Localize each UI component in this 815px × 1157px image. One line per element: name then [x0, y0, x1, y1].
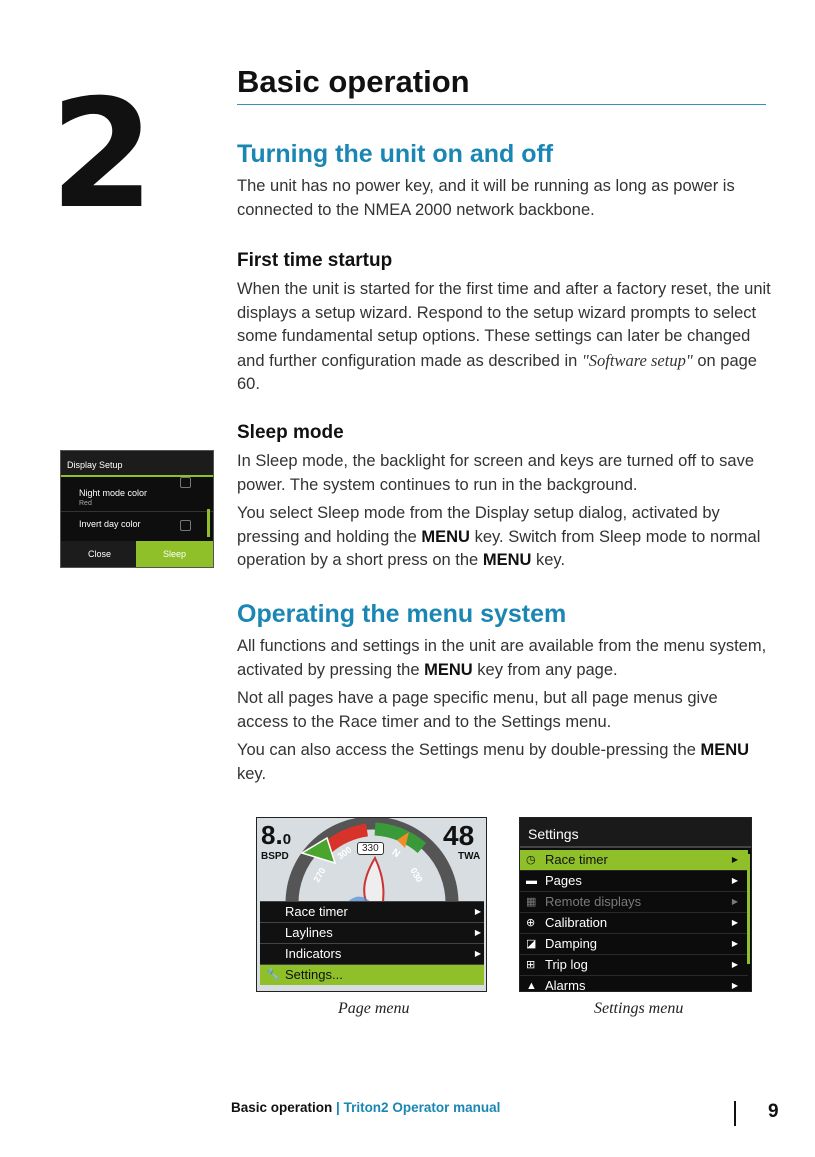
chevron-right-icon: ▶: [474, 928, 481, 937]
dial-label-270: 270: [311, 865, 328, 885]
chapter-title: Basic operation: [237, 64, 470, 99]
chevron-right-icon: ▶: [731, 981, 738, 990]
chevron-right-icon: ▶: [474, 907, 481, 916]
settings-item-alarms[interactable]: ▲ Alarms ▶: [520, 976, 748, 992]
scrollbar[interactable]: [207, 509, 210, 537]
hidden-checkbox[interactable]: [180, 477, 191, 488]
footer-manual: Triton2 Operator manual: [343, 1100, 501, 1115]
heading-box: 330: [357, 842, 384, 855]
twa-label: TWA: [458, 851, 481, 862]
bspd-decimal: 0: [282, 831, 292, 848]
display-setup-titlebar: [61, 451, 213, 477]
chevron-right-icon: ▶: [731, 939, 738, 948]
twa-value: 48: [443, 820, 475, 851]
page-menu-screenshot: [256, 817, 487, 992]
menu-item-race-timer[interactable]: Race timer ▶: [260, 901, 484, 922]
page-footer: [231, 1100, 500, 1115]
close-button[interactable]: Close: [61, 541, 138, 567]
menu-p1: All functions and settings in the unit are available from the menu system, activated by pressing the MENU key from any page.: [237, 637, 767, 679]
wrench-icon: 🔧: [266, 969, 280, 981]
heading-turning-on-off: Turning the unit on and off: [237, 140, 554, 168]
invert-day-color-checkbox[interactable]: [180, 520, 191, 531]
settings-item-damping[interactable]: ◪ Damping ▶: [520, 934, 748, 955]
timer-icon: ◷: [526, 854, 536, 866]
settings-item-pages[interactable]: ▬ Pages ▶: [520, 871, 748, 892]
heading-first-startup: First time startup: [237, 250, 393, 271]
title-rule: [237, 104, 766, 105]
page-menu-list: [260, 901, 484, 985]
menu-item-laylines[interactable]: Laylines ▶: [260, 922, 484, 943]
sleep-p1: In Sleep mode, the backlight for screen and keys are turned off to save power. The system continues to run in the background.: [237, 452, 755, 494]
page-menu-caption: Page menu: [338, 1000, 410, 1017]
heading-sleep-mode: Sleep mode: [237, 422, 344, 443]
sleep-button[interactable]: Sleep: [136, 541, 213, 567]
footer-separator: |: [332, 1100, 344, 1115]
damping-icon: ◪: [526, 938, 537, 950]
footer-section: Basic operation: [231, 1100, 333, 1115]
menu-p2: Not all pages have a page specific menu, but all page menus give access to the Race timer and to the Settings menu.: [237, 689, 718, 731]
chapter-number: 2: [50, 68, 149, 242]
night-mode-color-value: Red: [79, 500, 92, 507]
settings-menu-caption: Settings menu: [594, 1000, 684, 1017]
chevron-right-icon: ▶: [731, 855, 738, 864]
first-startup-body: When the unit is started for the first time and after a factory reset, the unit displays a setup wizard. Respond to the setup wizard prompts to select some fundamental setup options. These settings can later be changed and further configuration made as described in "Software setup" on page 60.: [237, 280, 771, 393]
settings-item-remote-displays[interactable]: ▦ Remote displays ▶: [520, 892, 748, 913]
dial-label-030: 030: [408, 865, 425, 885]
software-setup-link[interactable]: "Software setup": [581, 350, 693, 370]
page-number: 9: [768, 1101, 779, 1122]
settings-item-race-timer[interactable]: ◷ Race timer ▶: [520, 850, 748, 871]
pages-icon: ▬: [526, 875, 537, 887]
trip-log-icon: ⊞: [526, 959, 536, 971]
sleep-p2: You select Sleep mode from the Display setup dialog, activated by pressing and holding the MENU key. Switch from Sleep mode to normal operation by a short press on the MENU key.: [237, 504, 761, 569]
night-mode-color-label[interactable]: Night mode color: [79, 488, 148, 498]
turning-body: The unit has no power key, and it will be running as long as power is connected to the NMEA 2000 network backbone.: [237, 177, 735, 219]
settings-title: Settings: [520, 818, 751, 848]
chevron-right-icon: ▶: [731, 918, 738, 927]
heading-menu-system: Operating the menu system: [237, 600, 567, 628]
menu-item-settings[interactable]: 🔧 Settings...: [260, 964, 484, 985]
settings-item-calibration[interactable]: ⊕ Calibration ▶: [520, 913, 748, 934]
chevron-right-icon: ▶: [731, 960, 738, 969]
bspd-value: 8.: [261, 820, 283, 850]
dial-label-300: 300: [335, 844, 354, 862]
settings-menu-screenshot: [519, 817, 752, 992]
chevron-right-icon: ▶: [474, 949, 481, 958]
menu-p3: You can also access the Settings menu by double-pressing the MENU key.: [237, 741, 750, 783]
chevron-right-icon: ▶: [731, 876, 738, 885]
display-setup-screenshot: [60, 450, 214, 568]
alarm-bell-icon: ▲: [526, 980, 537, 992]
chevron-right-icon: ▶: [731, 897, 738, 906]
remote-displays-icon: ▦: [526, 896, 537, 908]
settings-item-trip-log[interactable]: ⊞ Trip log ▶: [520, 955, 748, 976]
settings-list: [520, 850, 748, 992]
menu-item-indicators[interactable]: Indicators ▶: [260, 943, 484, 964]
bspd-label: BSPD: [261, 851, 289, 862]
display-setup-title: Display Setup: [67, 460, 123, 470]
settings-scrollbar[interactable]: [747, 854, 750, 964]
invert-day-color-label[interactable]: Invert day color: [79, 519, 141, 529]
row-divider: [61, 511, 213, 512]
dial-label-north: N: [389, 846, 402, 861]
footer-divider: [734, 1101, 736, 1126]
calibration-icon: ⊕: [526, 917, 536, 929]
